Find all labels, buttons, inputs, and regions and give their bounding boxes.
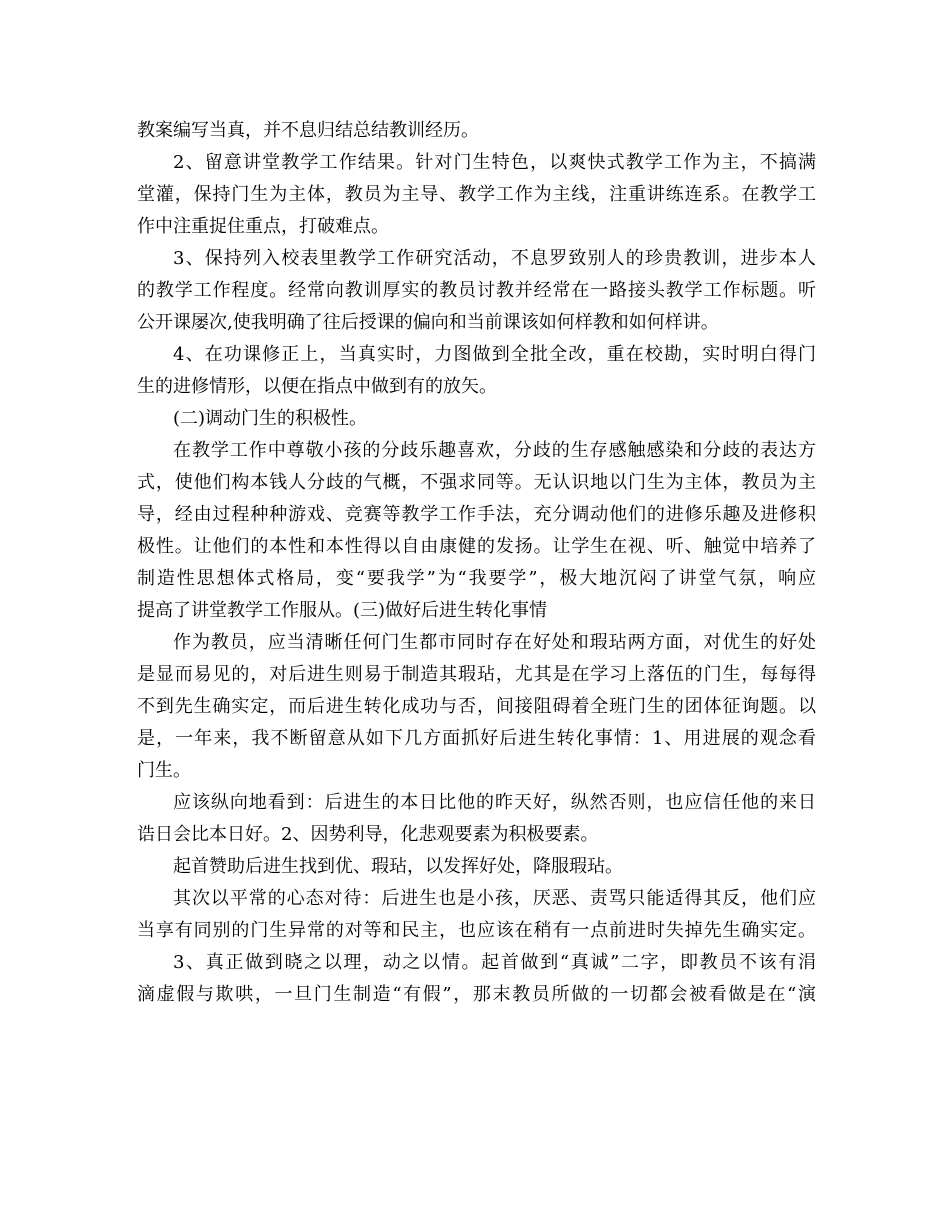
text-line: 3、真正做到晓之以理，动之以情。起首做到“真诚”二字，即教员不该有涓	[173, 952, 816, 973]
text-line: 式，使他们构本钱人分歧的气概，不强求同等。无认识地以门生为主体，教员为主	[137, 472, 816, 493]
text-line: 2、留意讲堂教学工作结果。针对门生特色，以爽快式教学工作为主，不搞满	[173, 152, 816, 173]
text-line: 诰日会比本日好。2、因势利导，化悲观要素为积极要素。	[137, 824, 599, 845]
text-line: 导，经由过程种种游戏、竞赛等教学工作手法，充分调动他们的进修乐趣及进修积	[137, 504, 816, 525]
text-line: 制造性思想体式格局，变“要我学”为“我要学”，极大地沉闷了讲堂气氛，响应	[137, 568, 816, 589]
text-line: 是，一年来，我不断留意从如下几方面抓好后进生转化事情：1、用进展的观念看	[137, 728, 816, 749]
text-line: 公开课屡次,使我明确了往后授课的偏向和当前课该如何样教和如何样讲。	[137, 312, 719, 333]
text-line: 不到先生确实定，而后进生转化成功与否，间接阻碍着全班门生的团体征询题。以	[137, 696, 816, 717]
text-line: 起首赞助后进生找到优、瑕玷，以发挥好处，降服瑕玷。	[173, 856, 623, 877]
text-line: 极性。让他们的本性和本性得以自由康健的发扬。让学生在视、听、触觉中培养了	[137, 536, 816, 557]
text-line: 作为教员，应当清晰任何门生都市同时存在好处和瑕玷两方面，对优生的好处	[173, 632, 816, 653]
text-line: 4、在功课修正上，当真实时，力图做到全批全改，重在校勘，实时明白得门	[173, 344, 816, 365]
text-line: 在教学工作中尊敬小孩的分歧乐趣喜欢，分歧的生存感触感染和分歧的表达方	[173, 440, 816, 461]
text-line: 是显而易见的，对后进生则易于制造其瑕玷，尤其是在学习上落伍的门生，每每得	[137, 664, 816, 685]
text-line: 当享有同别的门生异常的对等和民主，也应该在稍有一点前进时失掉先生确实定。	[137, 920, 816, 941]
text-line: 作中注重捉住重点，打破难点。	[137, 216, 389, 237]
text-line: 门生。	[137, 760, 191, 781]
text-line: 生的进修情形，以便在指点中做到有的放矢。	[137, 376, 497, 397]
text-line: 其次以平常的心态对待：后进生也是小孩，厌恶、责骂只能适得其反，他们应	[173, 888, 816, 909]
text-line: 滴虚假与欺哄，一旦门生制造“有假”，那末教员所做的一切都会被看做是在“演	[137, 984, 816, 1005]
document-body	[137, 115, 816, 1011]
text-line: 3、保持列入校表里教学工作研究活动，不息罗致别人的珍贵教训，进步本人	[173, 248, 816, 269]
text-line: (二)调动门生的积极性。	[173, 408, 368, 429]
text-line: 教案编写当真，并不息归结总结教训经历。	[137, 120, 479, 141]
text-line: 应该纵向地看到：后进生的本日比他的昨天好，纵然否则，也应信任他的来日	[173, 792, 816, 813]
text-line: 堂灌，保持门生为主体，教员为主导、教学工作为主线，注重讲练连系。在教学工	[137, 184, 816, 205]
text-line: 提高了讲堂教学工作服从。(三)做好后进生转化事情	[137, 600, 548, 621]
text-line: 的教学工作程度。经常向教训厚实的教员讨教并经常在一路接头教学工作标题。听	[137, 280, 816, 301]
